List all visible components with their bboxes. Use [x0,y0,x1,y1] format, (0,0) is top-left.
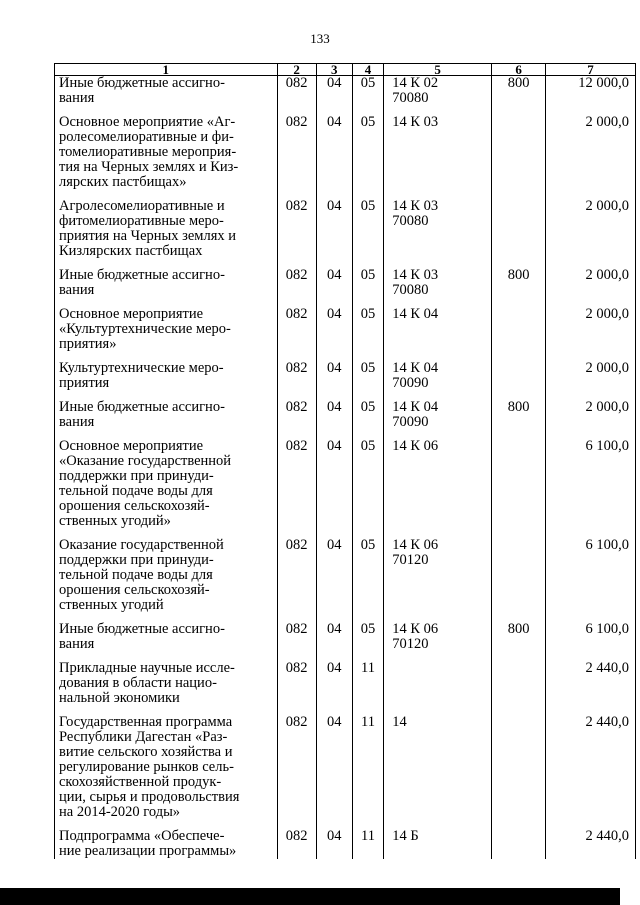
cell-name [55,661,278,706]
cell-amount [546,439,636,529]
cell-department-code [277,400,316,430]
cell-name [55,307,278,352]
cell-department-code [277,538,316,613]
cell-target-article [384,661,492,706]
cell-text-line: 11 [361,714,375,730]
cell-text-line: 14 Б [392,828,419,844]
cell-text-line: Иные бюджетные ассигно- [59,267,225,283]
cell-text-line: вания [59,90,95,106]
cell-subsection-code [352,622,383,652]
cell-amount [546,199,636,259]
cell-expense-type [492,538,546,613]
cell-text-line: 05 [360,360,376,376]
cell-text-line: Агролесомелиоративные и [59,198,225,214]
column-header: 4 [352,64,383,76]
cell-text-line: 082 [285,399,308,415]
table-row [55,622,636,652]
column-header: 1 [55,64,278,76]
cell-section-code [316,538,352,613]
table-row [55,307,636,352]
cell-text-line: 2 440,0 [585,828,629,844]
cell-subsection-code [352,268,383,298]
cell-expense-type [492,76,546,107]
cell-text-line: 2 000,0 [585,114,629,130]
cell-section-code [316,622,352,652]
cell-text-line: тельной подаче воды для [59,483,213,499]
cell-name [55,199,278,259]
cell-text-line: 05 [360,621,376,637]
cell-text-line: 082 [285,75,308,91]
cell-text-line: 70090 [392,414,429,430]
cell-text-line: 14 К 06 [392,621,439,637]
scan-edge-bar [0,888,620,905]
cell-text-line: 04 [327,114,342,130]
cell-text-line: 04 [327,828,342,844]
cell-expense-type [492,115,546,190]
cell-text-line: 70120 [392,552,429,568]
cell-expense-type [492,268,546,298]
table-row [55,76,636,107]
cell-amount [546,622,636,652]
cell-amount [546,715,636,820]
cell-text-line: 04 [327,621,342,637]
cell-subsection-code [352,307,383,352]
cell-text-line: Основное мероприятие [59,306,204,322]
cell-amount [546,268,636,298]
cell-text-line: нальной экономики [59,690,180,706]
cell-text-line: приятия на Черных землях и [59,228,237,244]
cell-text-line: «Культуртехнические меро- [59,321,231,337]
cell-department-code [277,307,316,352]
table-row [55,439,636,529]
cell-text-line: Иные бюджетные ассигно- [59,75,225,91]
cell-text-line: 05 [360,198,376,214]
cell-text-line: 04 [327,714,342,730]
cell-text-line: 082 [285,828,308,844]
cell-text-line: приятия [59,375,110,391]
cell-department-code [277,268,316,298]
cell-department-code [277,622,316,652]
cell-text-line: 800 [507,75,530,91]
cell-text-line: 6 100,0 [585,621,629,637]
cell-subsection-code [352,361,383,391]
cell-text-line: Кизлярских пастбищах [59,243,203,259]
cell-amount [546,76,636,107]
cell-text-line: 082 [285,660,308,676]
cell-text-line: ние реализации программы» [59,843,237,859]
cell-name [55,538,278,613]
cell-text-line: 05 [360,114,376,130]
cell-text-line: лярских пастбищах» [59,174,187,190]
cell-target-article [384,829,492,859]
cell-name [55,400,278,430]
table-row [55,715,636,820]
cell-subsection-code [352,199,383,259]
cell-section-code [316,307,352,352]
cell-expense-type [492,199,546,259]
cell-text-line: Оказание государственной [59,537,224,553]
cell-subsection-code [352,661,383,706]
cell-subsection-code [352,538,383,613]
cell-text-line: 04 [327,306,342,322]
cell-text-line: орошения сельскохозяй- [59,582,210,598]
cell-target-article [384,199,492,259]
column-header: 7 [546,64,636,76]
cell-text-line: тельной подаче воды для [59,567,213,583]
cell-department-code [277,829,316,859]
cell-subsection-code [352,715,383,820]
cell-amount [546,115,636,190]
cell-expense-type [492,622,546,652]
cell-amount [546,661,636,706]
cell-text-line: скохозяйственной продук- [59,774,222,790]
cell-text-line: 04 [327,438,342,454]
cell-text-line: Иные бюджетные ассигно- [59,621,225,637]
cell-department-code [277,115,316,190]
cell-text-line: 04 [327,399,342,415]
cell-target-article [384,439,492,529]
cell-text-line: 05 [360,267,376,283]
cell-text-line: 70080 [392,282,429,298]
cell-name [55,361,278,391]
column-header: 3 [316,64,352,76]
cell-text-line: Культуртехнические меро- [59,360,224,376]
table-row [55,661,636,706]
cell-section-code [316,439,352,529]
cell-text-line: на 2014-2020 годы» [59,804,181,820]
cell-text-line: Республики Дагестан «Раз- [59,729,228,745]
cell-text-line: 14 К 04 [392,306,439,322]
cell-text-line: 04 [327,198,342,214]
cell-text-line: 14 [392,714,407,730]
cell-text-line: приятия» [59,336,117,352]
cell-text-line: Иные бюджетные ассигно- [59,399,225,415]
cell-section-code [316,661,352,706]
cell-text-line: 70080 [392,213,429,229]
table-row [55,199,636,259]
cell-text-line: вания [59,282,95,298]
cell-text-line: 6 100,0 [585,537,629,553]
cell-text-line: витие сельского хозяйства и [59,744,233,760]
cell-subsection-code [352,829,383,859]
cell-subsection-code [352,439,383,529]
cell-section-code [316,115,352,190]
cell-text-line: 14 К 06 [392,438,439,454]
cell-text-line: 14 К 02 [392,75,439,91]
cell-expense-type [492,439,546,529]
cell-text-line: фитомелиоративные меро- [59,213,224,229]
cell-text-line: 14 К 03 [392,267,439,283]
cell-expense-type [492,400,546,430]
cell-name [55,439,278,529]
cell-amount [546,829,636,859]
cell-section-code [316,361,352,391]
cell-text-line: 14 К 06 [392,537,439,553]
cell-text-line: Основное мероприятие «Аг- [59,114,236,130]
cell-subsection-code [352,400,383,430]
cell-name [55,268,278,298]
cell-text-line: 2 000,0 [585,267,629,283]
cell-text-line: 2 000,0 [585,399,629,415]
table-row [55,115,636,190]
cell-section-code [316,829,352,859]
cell-department-code [277,439,316,529]
cell-department-code [277,715,316,820]
cell-text-line: «Оказание государственной [59,453,232,469]
cell-text-line: 2 440,0 [585,660,629,676]
cell-target-article [384,538,492,613]
cell-text-line: 70080 [392,90,429,106]
cell-subsection-code [352,115,383,190]
cell-text-line: Государственная программа [59,714,233,730]
cell-text-line: регулирование рынков сель- [59,759,234,775]
cell-section-code [316,199,352,259]
cell-target-article [384,400,492,430]
cell-text-line: тия на Черных землях и Киз- [59,159,239,175]
cell-amount [546,400,636,430]
cell-text-line: вания [59,636,95,652]
cell-text-line: 05 [360,75,376,91]
cell-text-line: 800 [507,621,530,637]
cell-text-line: 800 [507,399,530,415]
cell-expense-type [492,661,546,706]
cell-name [55,622,278,652]
cell-name [55,715,278,820]
cell-text-line: 70120 [392,636,429,652]
cell-text-line: 6 100,0 [585,438,629,454]
cell-text-line: 2 000,0 [585,306,629,322]
cell-name [55,115,278,190]
cell-text-line: 05 [360,399,376,415]
cell-target-article [384,715,492,820]
cell-section-code [316,400,352,430]
cell-text-line: 2 000,0 [585,198,629,214]
cell-amount [546,361,636,391]
cell-text-line: 04 [327,537,342,553]
cell-text-line: томелиоративные мероприя- [59,144,237,160]
cell-text-line: 082 [285,438,308,454]
cell-text-line: 2 440,0 [585,714,629,730]
cell-text-line: поддержки при принуди- [59,468,214,484]
cell-amount [546,307,636,352]
table-row [55,829,636,859]
cell-section-code [316,268,352,298]
cell-text-line: 082 [285,267,308,283]
cell-target-article [384,622,492,652]
cell-text-line: орошения сельскохозяй- [59,498,210,514]
cell-text-line: ственных угодий [59,597,164,613]
table-header-row [55,64,636,76]
table-body [55,76,636,860]
cell-amount [546,538,636,613]
cell-section-code [316,76,352,107]
column-header: 2 [277,64,316,76]
table-row [55,538,636,613]
cell-text-line: 05 [360,306,376,322]
table-row [55,400,636,430]
cell-department-code [277,361,316,391]
cell-text-line: 082 [285,306,308,322]
page-number: 133 [310,31,330,46]
cell-department-code [277,199,316,259]
cell-target-article [384,361,492,391]
cell-text-line: дования в области нацио- [59,675,217,691]
cell-subsection-code [352,76,383,107]
cell-text-line: 082 [285,360,308,376]
cell-target-article [384,76,492,107]
cell-text-line: ственных угодий» [59,513,171,529]
cell-text-line: вания [59,414,95,430]
column-header: 5 [384,64,492,76]
cell-text-line: 70090 [392,375,429,391]
cell-text-line: Основное мероприятие [59,438,204,454]
cell-department-code [277,661,316,706]
cell-text-line: ролесомелиоративные и фи- [59,129,234,145]
cell-section-code [316,715,352,820]
cell-text-line: 082 [285,198,308,214]
cell-expense-type [492,361,546,391]
cell-expense-type [492,307,546,352]
cell-text-line: 12 000,0 [578,75,629,91]
cell-text-line: Подпрограмма «Обеспече- [59,828,225,844]
cell-text-line: 082 [285,621,308,637]
budget-table [54,63,636,859]
cell-text-line: 05 [360,537,376,553]
table-row [55,361,636,391]
cell-text-line: 14 К 04 [392,399,439,415]
cell-text-line: поддержки при принуди- [59,552,214,568]
cell-department-code [277,76,316,107]
cell-text-line: 11 [361,660,375,676]
cell-text-line: 2 000,0 [585,360,629,376]
cell-text-line: 04 [327,360,342,376]
column-header: 6 [492,64,546,76]
cell-expense-type [492,715,546,820]
cell-text-line: 082 [285,537,308,553]
cell-text-line: 14 К 04 [392,360,439,376]
cell-name [55,829,278,859]
cell-text-line: 04 [327,75,342,91]
cell-text-line: 082 [285,714,308,730]
cell-text-line: 04 [327,660,342,676]
table-row [55,268,636,298]
cell-text-line: 14 К 03 [392,198,439,214]
cell-text-line: 04 [327,267,342,283]
cell-target-article [384,268,492,298]
cell-text-line: Прикладные научные иссле- [59,660,235,676]
cell-text-line: 05 [360,438,376,454]
cell-text-line: 082 [285,114,308,130]
cell-name [55,76,278,107]
cell-text-line: 800 [507,267,530,283]
cell-text-line: 14 К 03 [392,114,439,130]
cell-target-article [384,307,492,352]
cell-text-line: ции, сырья и продовольствия [59,789,240,805]
cell-target-article [384,115,492,190]
cell-expense-type [492,829,546,859]
cell-text-line: 11 [361,828,375,844]
